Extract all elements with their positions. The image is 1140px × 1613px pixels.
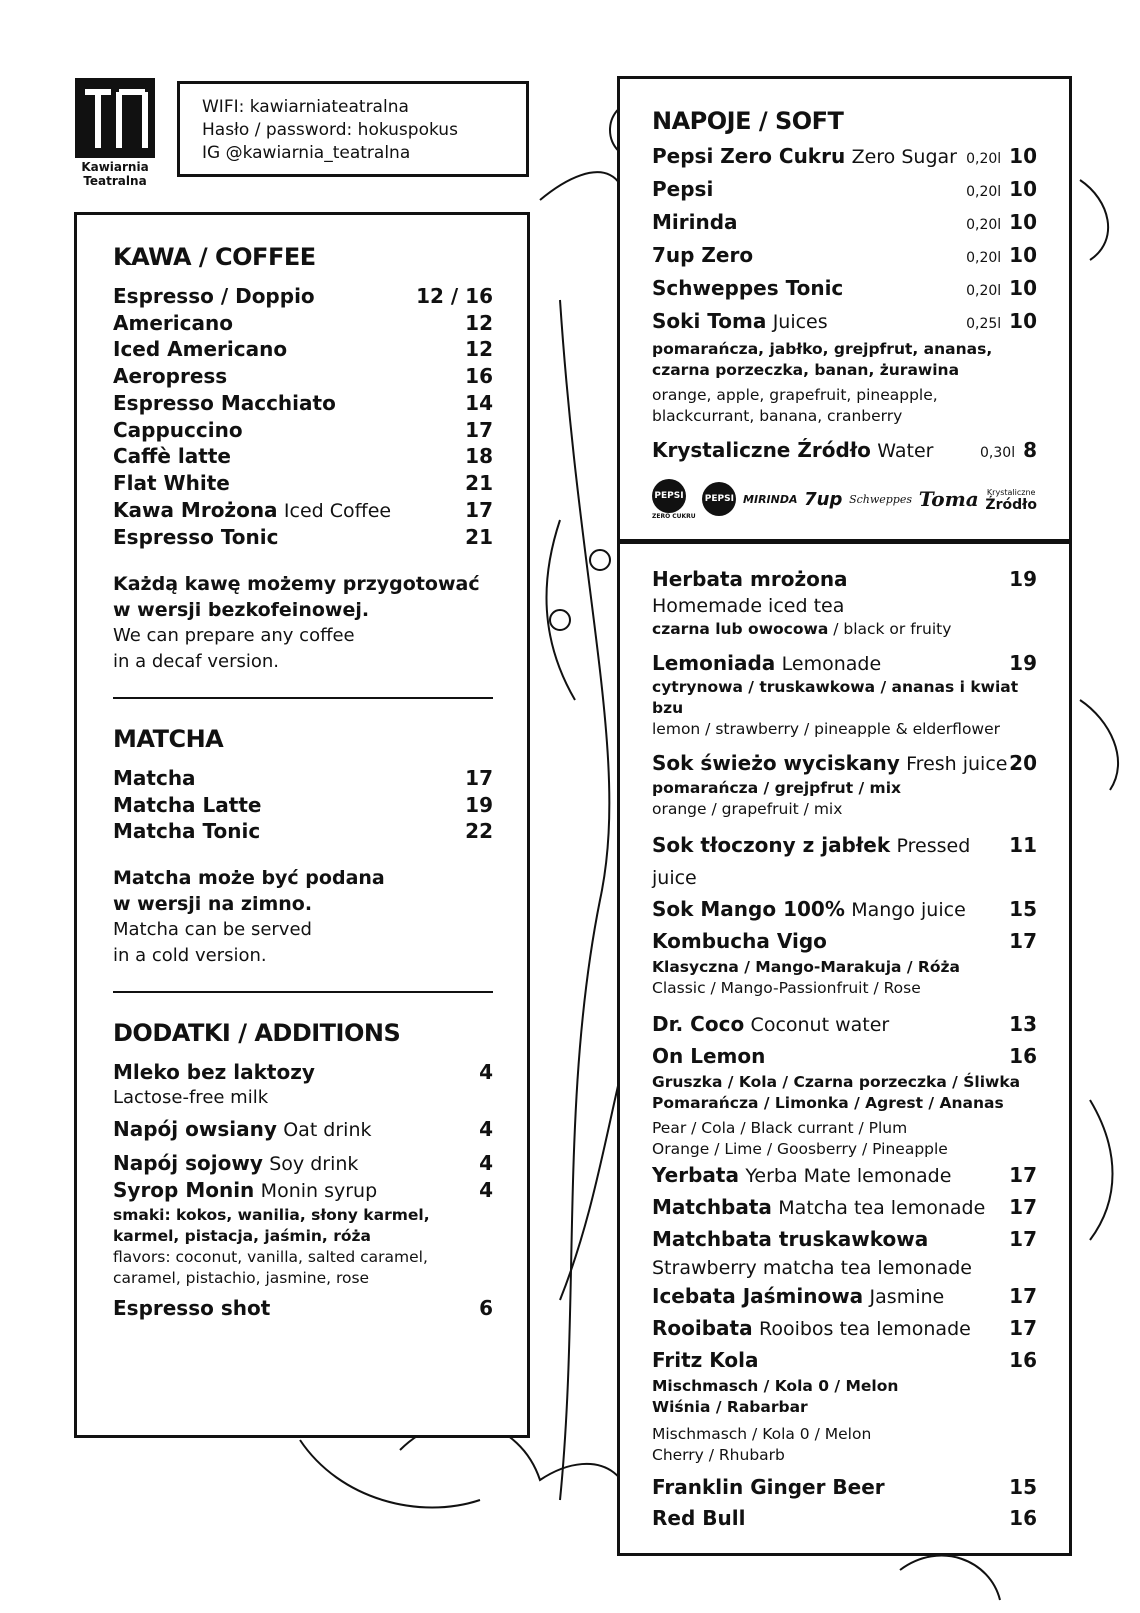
list-item: Sok świeżo wyciskany Fresh juice 20 — [652, 751, 1037, 776]
list-item: Espresso Macchiato 14 — [113, 390, 493, 415]
list-item: 7up Zero 0,20l 10 — [652, 243, 1037, 267]
list-item: Sok Mango 100% Mango juice 15 — [652, 897, 1037, 922]
zrodlo-logo: Krystaliczne Źródło — [985, 488, 1037, 514]
list-item: Napój sojowy Soy drink 4 — [113, 1150, 493, 1175]
list-item: Matchbata Matcha tea lemonade 17 — [652, 1195, 1037, 1220]
juices-en-2: blackcurrant, banana, cranberry — [652, 407, 903, 425]
list-item: Lemoniada Lemonade 19 — [652, 650, 1037, 675]
list-item: Espresso / Doppio 12 / 16 — [113, 284, 493, 308]
list-item: Cappuccino 17 — [113, 417, 493, 442]
flavors-en-1: flavors: coconut, vanilla, salted caramel, — [113, 1247, 428, 1266]
flavors-pl-2: karmel, pistacja, jaśmin, róża — [113, 1226, 371, 1245]
additions-title: DODATKI / ADDITIONS — [113, 1019, 401, 1048]
list-item: Matcha Latte 19 — [113, 792, 493, 817]
sevenup-logo: 7up — [804, 488, 843, 510]
list-item: Red Bull 16 — [652, 1506, 1037, 1531]
pepsi-zero-logo: PEPSI ZERO CUKRU — [652, 479, 696, 520]
list-item: Icebata Jaśminowa Jasmine 17 — [652, 1284, 1037, 1309]
list-item: Kawa Mrożona Iced Coffee 17 — [113, 497, 493, 522]
iced-tea-en: Homemade iced tea — [652, 594, 845, 617]
decaf-note-en-2: in a decaf version. — [113, 651, 280, 673]
matcha-note-en-2: in a cold version. — [113, 945, 267, 967]
wifi-password: Hasło / password: hokuspokus — [202, 120, 458, 140]
list-item: Soki Toma Juices 0,25l 10 — [652, 309, 1037, 333]
list-item: Matcha Tonic 22 — [113, 819, 493, 844]
logo-line-2: Teatralna — [83, 174, 147, 188]
cafe-logo — [72, 78, 158, 188]
decaf-note-pl-1: Każdą kawę możemy przygotować — [113, 573, 480, 596]
list-item: Rooibata Rooibos tea lemonade 17 — [652, 1316, 1037, 1341]
list-item: Mirinda 0,20l 10 — [652, 210, 1037, 234]
list-item: Napój owsiany Oat drink 4 — [113, 1116, 493, 1141]
juices-en-1: orange, apple, grapefruit, pineapple, — [652, 386, 938, 404]
list-item: On Lemon 16 — [652, 1044, 1037, 1069]
mirinda-logo: MIRINDA — [743, 492, 798, 506]
list-item: Kombucha Vigo 17 — [652, 929, 1037, 954]
list-item: Flat White 21 — [113, 470, 493, 495]
list-item: Caffè latte 18 — [113, 444, 493, 469]
pepsi-logo: PEPSI — [702, 482, 736, 516]
iced-tea-sub: czarna lub owocowa / black or fruity — [652, 619, 952, 638]
coffee-title: KAWA / COFFEE — [113, 243, 316, 271]
matcha-note-pl-1: Matcha może być podana — [113, 867, 385, 890]
list-item: Americano 12 — [113, 310, 493, 335]
flavors-pl-1: smaki: kokos, wanilia, słony karmel, — [113, 1205, 430, 1224]
list-item: Aeropress 16 — [113, 364, 493, 389]
juices-pl-2: czarna porzeczka, banan, żurawina — [652, 361, 960, 379]
soft-drinks-panel — [617, 76, 1072, 542]
list-item: Fritz Kola 16 — [652, 1348, 1037, 1373]
matcha-note-pl-2: w wersji na zimno. — [113, 893, 313, 916]
soft-title: NAPOJE / SOFT — [652, 107, 844, 135]
other-drinks-panel: Herbata mrożona 19 Homemade iced tea czarna lub owocowa / black or fruity Lemoniada Lemonade 19 cytrynowa / truskawkowa / ananas i kwiat bzu lemon / strawberry / pineapple & elderflower Sok świeżo wyciskany Fresh juice 20 pomarańcza / grejpfrut / mix orange / grapefruit / mix Sok tłoczony z jabłek Pressed juice 11 Sok Mango 100% Mango juice 15 Kombucha Vigo 17 Klasyczna / Mango-Marakuja / Róża Classic / Mango-Passionfruit / Rose Dr. Coco Coconut water 13 On Lemon 16 Gruszka / Kola / Czarna porzeczka / Śliwka Pomarańcza / Limonka / Agrest / Ananas Pear / Cola / Black currant / Plum Orange / Lime / Goosberry / Pineapple Yerbata Yerba Mate lemonade 17 Matchbata Matcha tea lemonade 17 Matchbata truskawkowa 17 Strawberry matcha tea lemonade Icebata Jaśminowa Jasmine 17 Rooibata Rooibos tea lemonade 17 Fritz Kola 16 Mischmasch / Kola 0 / Melon Wiśnia / Rabarbar Mischmasch / Kola 0 / Melon Cherry / Rhubarb Franklin Ginger Beer 15 Red Bull 16 — [617, 541, 1072, 1556]
matcha-note-en-1: Matcha can be served — [113, 919, 312, 941]
flavors-en-2: caramel, pistachio, jasmine, rose — [113, 1268, 370, 1287]
info-box — [177, 81, 529, 177]
list-item: Sok tłoczony z jabłek Pressed juice 11 — [652, 833, 1037, 890]
list-item: Krystaliczne Źródło Water 0,30l 8 — [652, 438, 1037, 462]
list-item: Yerbata Yerba Mate lemonade 17 — [652, 1163, 1037, 1188]
list-item: Espresso Tonic 21 — [113, 525, 493, 550]
schweppes-logo: Schweppes — [849, 492, 913, 506]
lactose-en: Lactose-free milk — [113, 1086, 269, 1108]
list-item: Espresso shot 6 — [113, 1295, 493, 1320]
list-item: Iced Americano 12 — [113, 337, 493, 362]
left-menu-panel — [74, 212, 530, 1438]
coffee-list — [113, 283, 493, 551]
list-item: Dr. Coco Coconut water 13 — [652, 1012, 1037, 1037]
wifi-name: WIFI: kawiarniateatralna — [202, 97, 409, 117]
list-item: Mleko bez laktozy 4 — [113, 1060, 493, 1085]
list-item: Matcha 17 — [113, 766, 493, 791]
list-item: Pepsi Zero Cukru Zero Sugar 0,20l 10 — [652, 144, 1037, 168]
instagram-handle: IG @kawiarnia_teatralna — [202, 143, 411, 163]
logo-mark-icon — [75, 78, 155, 158]
list-item: Herbata mrożona 19 — [652, 567, 1037, 591]
matcha-title: MATCHA — [113, 725, 224, 754]
brand-logos — [652, 479, 1037, 520]
list-item: Schweppes Tonic 0,20l 10 — [652, 276, 1037, 300]
juices-pl-1: pomarańcza, jabłko, grejpfrut, ananas, — [652, 340, 993, 358]
list-item: Pepsi 0,20l 10 — [652, 177, 1037, 201]
decaf-note-en-1: We can prepare any coffee — [113, 625, 355, 647]
logo-line-1: Kawiarnia — [81, 160, 149, 174]
list-item: Franklin Ginger Beer 15 — [652, 1475, 1037, 1500]
list-item: Syrop Monin Monin syrup 4 — [113, 1178, 493, 1203]
decaf-note-pl-2: w wersji bezkofeinowej. — [113, 599, 370, 622]
list-item: Matchbata truskawkowa 17 — [652, 1227, 1037, 1252]
toma-logo: Toma — [918, 487, 979, 512]
